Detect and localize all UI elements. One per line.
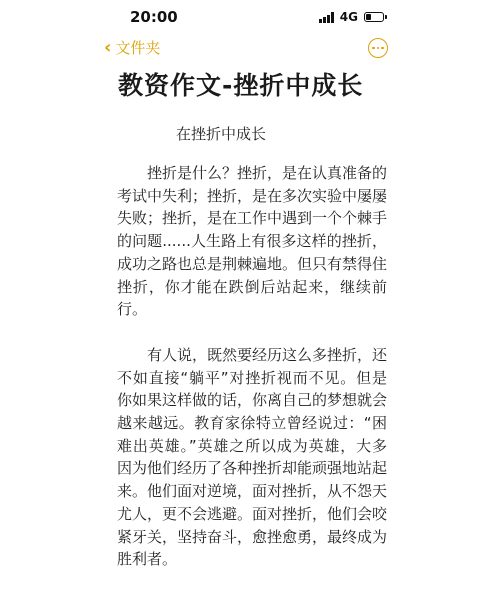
- signal-icon: [319, 12, 334, 23]
- paragraph-2[interactable]: 有人说，既然要经历这么多挫折，还不如直接“躺平”对挫折视而不见。但是你如果这样做的话，你离自己的梦想就会越来越远。教育家徐特立曾经说过：“困难出英雄。”英雄之所以成为英雄，大多因为他们经历了各种挫折却能顽强地站起来。他们面对逆境，面对挫折，从不怨天尤人，更不会逃避。面对挫折，他们会咬紧牙关，坚持奋斗，愈挫愈勇，最终成为胜利者。: [117, 345, 388, 569]
- back-button[interactable]: [104, 37, 160, 58]
- note-body[interactable]: [117, 162, 387, 594]
- chevron-left-icon: ‹: [104, 36, 112, 58]
- battery-icon: [364, 12, 384, 22]
- note-title[interactable]: 教资作文-挫折中成长: [118, 71, 364, 100]
- paragraph-1[interactable]: 挫折是什么？挫折，是在认真准备的考试中失利；挫折，是在多次实验中屡屡失败；挫折，是在工作中遇到一个个棘手的问题......人生路上有很多这样的挫折，成功之路也总是荆棘遍地。但只有禁得住挫折，你才能在跌倒后站起来，继续前行。: [117, 164, 388, 319]
- status-time: 20:00: [130, 8, 178, 26]
- more-options-button[interactable]: [368, 38, 388, 58]
- status-bar: [0, 0, 500, 36]
- more-options-icon: [372, 47, 375, 50]
- back-label: 文件夹: [115, 39, 161, 57]
- network-type: 4G: [339, 10, 358, 24]
- note-subtitle[interactable]: 在挫折中成长: [176, 125, 267, 143]
- nav-bar: [0, 36, 500, 64]
- status-indicators: [319, 10, 384, 24]
